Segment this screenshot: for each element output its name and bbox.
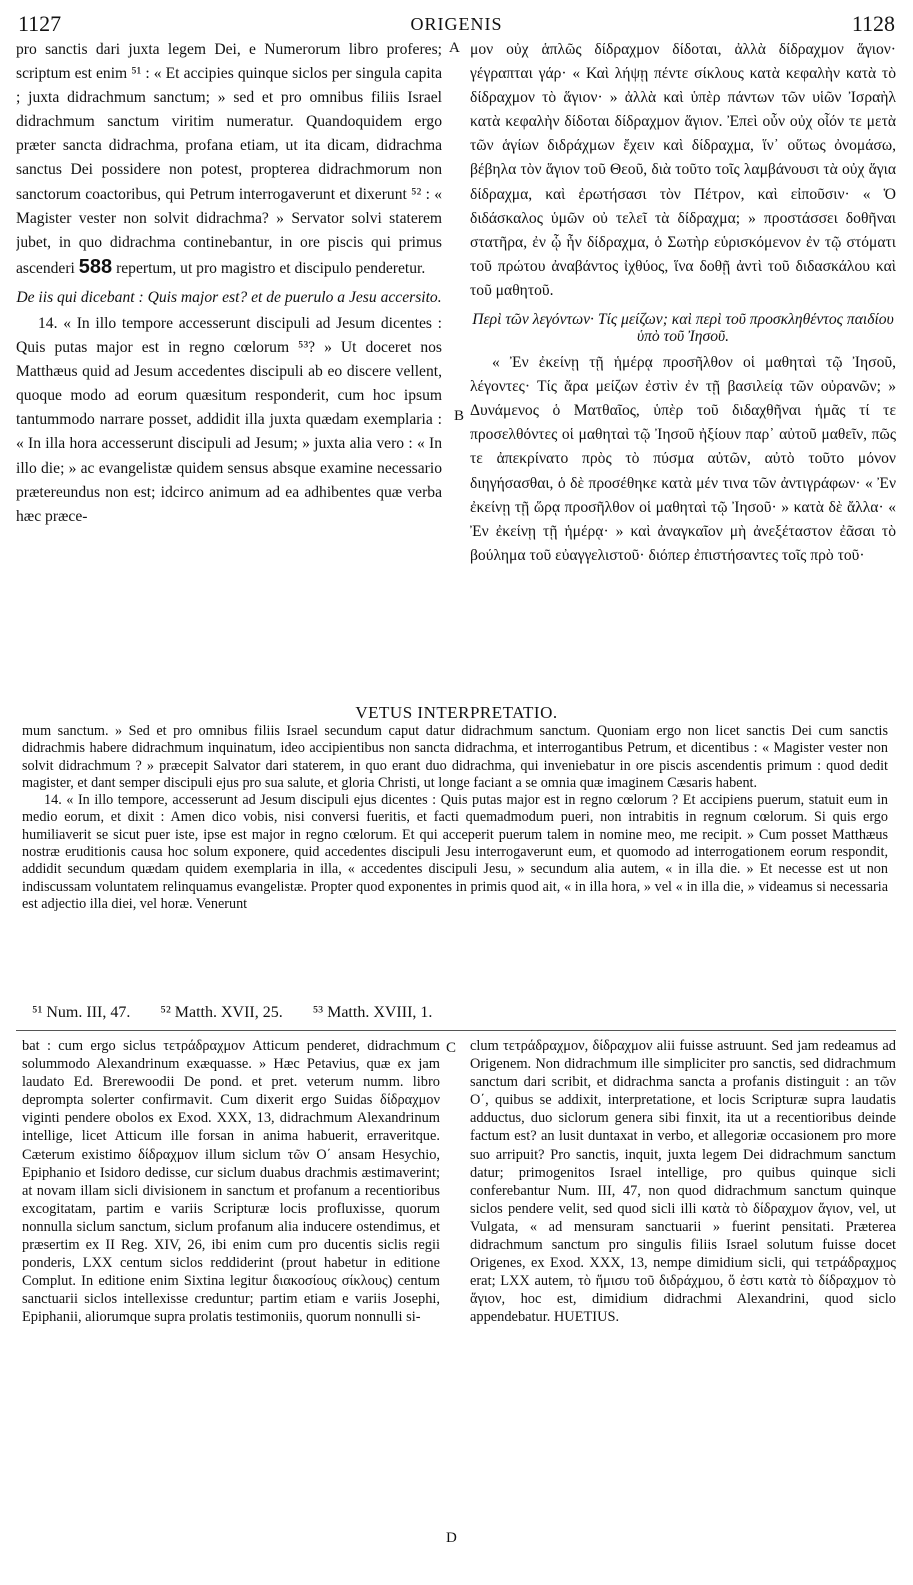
footnote: ⁵³ Matth. XVIII, 1. xyxy=(312,1004,433,1021)
vetus-interpretatio-text xyxy=(22,723,888,995)
latin-text-column xyxy=(16,38,442,700)
vetus-paragraph: mum sanctum. » Sed et pro omnibus filiis Israel secundum caput datur didrachmum sanctum. Quoniam ergo non licet sanctis Dei cum sanctis didrachmis habere didrachmum inquinatum, ideo accipientibus non sancta didrachma, et interrogantibus Petrum, et dicentibus : « Magister vester non solvit didrachmum ? » præcepit Salvator dari staterem, in quo erant duo didrachma, qui inveniebatur in ore piscis ascendentis primum : quod dedit magister, et dant semper discipuli ejus pro sua salute, et gloria Christi, ut longe faciant a se omnia quæ imaginem Cæsaris habent. xyxy=(22,723,888,791)
footnotes xyxy=(32,1004,458,1022)
column-number-right: 1128 xyxy=(851,11,895,36)
latin-section-heading: De iis qui dicebant : Quis major est? et de puerulo a Jesu accersito. xyxy=(16,288,442,306)
vetus-paragraph: 14. « In illo tempore, accesserunt ad Jesum discipuli ejus dicentes : Quis putas major est in regno cœlorum ? Et accipiens puerum, statuit eum in medio eorum, et dixit : Amen dico vobis, nisi conversi fueritis, et facti quemadmodum pueri, non intrabitis in regnum cœlorum. Si quis ergo humiliaverit se sicut puer iste, ipse est major in regno cœlorum. Et qui acceperit puerum talem in nomine meo, me recipit. » Cum posset Matthæus nostræ eruditionis causa hoc solum exponere, quid accedentes discipuli Jesu interrogaverunt eum, et quomodo ad interrogationem eorum respondit, addidit secundum quædam quidem exemplaria in illa, « accedentes discipuli Jesu, » secundum alia autem, « in illa die. » Et necesse est ut non indiscussam voluntatem relinquamus evangelistæ. Propter quod exponentes in primis quod ait, « in illa hora, » vel « in illa die, » videamus si necessaria est adjectio illa diei, vel horæ. Venerunt xyxy=(22,792,888,912)
column-number-left: 1127 xyxy=(18,11,62,36)
vetus-interpretatio-title: VETUS INTERPRETATIO. xyxy=(355,703,558,722)
greek-paragraph: « Ἐν ἐκείνῃ τῇ ἡμέρᾳ προσῆλθον οἱ μαθηταὶ τῷ Ἰησοῦ, λέγοντες· Τίς ἄρα μείζων ἐστὶν ἐν τῇ βασιλείᾳ τῶν οὐρανῶν; » Δυνάμενος ὁ Ματθαῖος, ὑπὲρ τοῦ διδαχθῆναι ἡμᾶς τί τε προσελθόντες οἱ μαθηταὶ τῷ Ἰησοῦ ἠξίουν παρ᾽ αὐτοῦ μαθεῖν, πῶς τε ἀπεκρίνατο πρὸς τὸ πύσμα αὐτῶν, αὐτὸ τοῦτο μόνον διηγήσασθαι, ὁ δὲ προσέθηκε κατὰ μέν τινα τῶν ἀντιγράφων· « Ἐν ἐκείνῃ τῇ ὥρᾳ προσῆλθον οἱ μαθηταὶ τῷ Ἰησοῦ· » κατὰ δὲ ἄλλα· « Ἐν ἐκείνῃ τῇ ἡμέρᾳ· » καὶ ἀναγκαῖον μὴ ἀνεξέταστον ἐᾶσαι τὸ βούλημα τοῦ εὐαγγελιστοῦ· διόπερ ἐπιστήσαντες τοῖς πρὸ τοῦ· xyxy=(470,354,896,564)
latin-paragraph xyxy=(16,38,442,281)
latin-paragraph: 14. « In illo tempore accesserunt discipuli ad Jesum dicentes : Quis putas major est in regno cœlorum ⁵³? » Ut doceret nos Matthæus quid ad Jesum accedentes discipuli ab eo discere vellent, quoque modo ad eorum quæsitum responderit, cum hoc ipsum tantummodo narrare posset, addidit illa juxta quædam exemplaria : « In illa hora accesserunt discipuli ad Jesum; » juxta alia vero : « In illo die; » ac evangelistæ quidem sensus absque examine necessario prætereundus non est; idcirco animum ad ea adhibentes quæ verba hæc præce- xyxy=(16,314,442,525)
greek-paragraph: μον οὐχ ἁπλῶς δίδραχμον δίδοται, ἀλλὰ δίδραχμον ἅγιον· γέγραπται γάρ· « Καὶ λήψῃ πέντε σίκλους κατὰ κεφαλὴν κατὰ τὸ δίδραχμον τὸ ἅγιον· » ἀλλὰ καὶ ὑπὲρ πάντων τῶν υἱῶν Ἰσραὴλ κατὰ κεφαλὴν δίδοται δίδραχμον ἅγιον. Ἐπεὶ οὖν οὐχ οἷόν τε μετὰ τῶν ἁγίων διδράχμων ἔχειν καὶ δίδραχμα, ἵν᾽ οὕτως ὀνομάσω, βέβηλα τὸν ἅγιον τοῦ Θεοῦ, διὰ τοῦτο τοῖς λαμβάνουσι τὰ οὐχ ἅγια δίδραχμα, καὶ ἐρωτήσασι τὸν Πέτρον, καὶ εἰποῦσιν· « Ὁ διδάσκαλος ὑμῶν οὐ τελεῖ τὰ δίδραχμα; » προστάσσει δοθῆναι στατῆρα, ἐν ᾧ ἦν δίδραχμα, ὁ Σωτὴρ εὑρισκόμενον ἐν τῷ στόματι τοῦ πρώτου ἀναβάντος ἰχθύος, ἵνα δοθῇ ἀντὶ τοῦ διδασκάλου καὶ τοῦ μαθητοῦ. xyxy=(470,41,896,299)
notes-column-right xyxy=(470,1037,896,1557)
running-title: ORIGENIS xyxy=(410,14,503,34)
margin-letter-b: B xyxy=(454,408,465,424)
note-paragraph: clum τετράδραχμον, δίδραχμον alii fuisse astruunt. Sed jam redeamus ad Origenem. Non didrachmum ille simpliciter pro sanctis, sed didrachmum sanctum dari scribit, et didrachma sancta a profanis distinguit : an τῶν Ο΄, quibus se addixit, interpretatione, et locis Scripturæ supra laudatis adductus, duo siclorum genera sibi finxit, ita ut a recentioribus deinde factum est? an lusit duntaxat in verbo, et allegoriæ occasionem pro more suo arripuit? Pro sanctis, inquit, juxta legem Dei didrachmum sanctum datur; primogenitos Israel intellige, pro quibus quinque sicli conferebantur Num. III, 47, non quod didrachmum sanctum quinque siclos pendere velit, sed quod sicli illi κατὰ τὸ δίδραχμον ἅγιον, vel, ut Vulgata, « ad mensuram sanctuarii » fuerint pensitati. Præterea didrachmum sanctum pro singulis filiis Israel solutum fuisse docet Origenes, ex Exod. XXX, 13, nempe dimidium sicli, qui τετράδραχμος erat; LXX autem, τὸ ἥμισυ τοῦ διδράχμου, ὅ ἐστι κατὰ τὸ δίδραχμον τὸ ἅγιον, hoc est, dimidium didrachmi Alexandrini, quod siclo appendebatur. HUETIUS. xyxy=(470,1038,896,1326)
margin-letter-a: A xyxy=(449,40,460,56)
margin-letter-d: D xyxy=(446,1530,457,1546)
latin-text: repertum, ut pro magistro et discipulo penderetur. xyxy=(116,259,426,277)
footnote: ⁵¹ Num. III, 47. xyxy=(32,1004,131,1021)
footnote: ⁵² Matth. XVII, 25. xyxy=(160,1004,283,1021)
latin-text: pro sanctis dari juxta legem Dei, e Numerorum libro proferes; scriptum est enim ⁵¹ : « Et accipies quinque siclos per singula capita ; juxta didrachmum sanctum; » sed et pro omnibus filiis Israel didrachmum sanctum viritim numeratur. Quandoquidem ergo præter sancta didrachma, profana etiam, ut ita dicam, didrachma sanctus Dei possidere non potest, propterea didrachmorum non sanctorum coactoribus, qui Petrum interrogaverunt et dixerunt ⁵² : « Magister vester non solvit didrachma? » Servator solvi staterem jubet, in quo didrachma continebantur, in ore piscis qui primus ascenderi xyxy=(16,41,442,277)
margin-letter-c: C xyxy=(446,1040,457,1056)
greek-section-heading: Περὶ τῶν λεγόντων· Τίς μείζων; καὶ περὶ τοῦ προσκληθέντος παιδίου ὑπὸ τοῦ Ἰησοῦ. xyxy=(472,311,894,346)
notes-column-left xyxy=(22,1037,440,1557)
running-header xyxy=(18,12,895,36)
page-marker: 588 xyxy=(78,255,113,278)
note-paragraph: bat : cum ergo siclus τετράδραχμον Atticum penderet, didrachmum solummodo Alexandrinum exæquasse. » Hæc Petavius, quæ ex jam laudato Ed. Brerewoodii De pond. et pret. veterum numm. libro deprompta solerter confirmavit. Cum dixerit ergo Suidas δίδραχμον viginti pendere obolos ex Exod. XXX, 13, didrachmum Alexandrinum intellige, licet Atticum ille forsan in anima habuerit, erraveritque. Cæterum existimo δίδραχμον illum siclum τῶν Ο΄ ansam Hesychio, Epiphanio et Isidoro dedisse, cur siclum duabus drachmis æstimaverint; at novam illam sicli divisionem in sanctum et profanum a recentioribus excogitatam, partim e variis Scripturæ locis profluxisse, quorum nonnulla siclum sanctum, siclum profanum alia inducere ostendimus, et præsertim ex II Reg. XIV, 26, ibi enim cum pro ducentis siclis regii ponderis, LXX centum siclos reddiderint (prout habetur in editione Complut. In editione enim Sixtina legitur διακοσίους σίκλους) centum sanctuarii siclos intellexisse creduntur; partim etiam e variis Josephi, Epiphanii, aliorumque supra prolatis testimoniis, quorum nonnulli si- xyxy=(22,1038,440,1326)
greek-text-column xyxy=(470,38,896,700)
divider xyxy=(16,1030,896,1031)
